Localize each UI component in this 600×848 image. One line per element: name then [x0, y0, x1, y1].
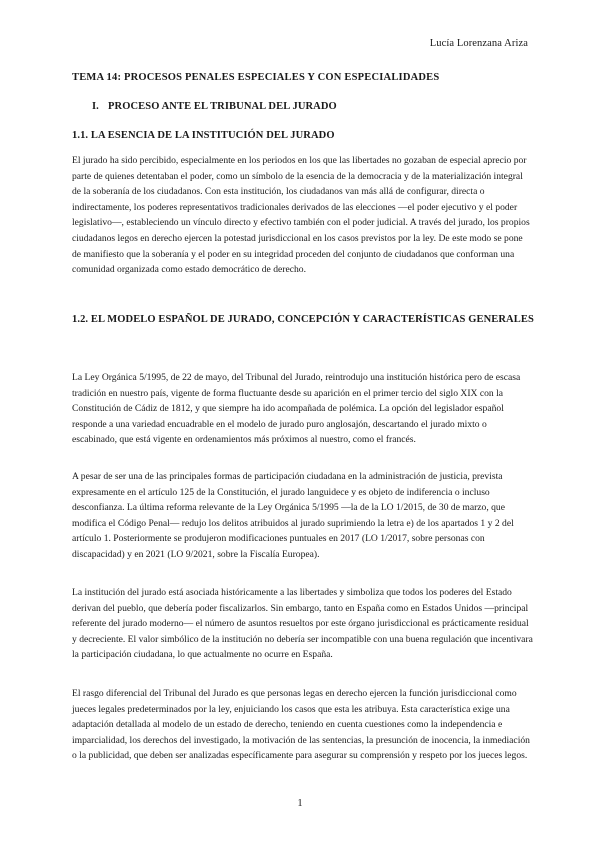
- paragraph: La Ley Orgánica 5/1995, de 22 de mayo, del Tribunal del Jurado, reintrodujo una institución histórica pero de escasa tradición en nuestro país, vigente de forma fluctuante desde su aparición en el primer tercio del siglo XIX con la Constitución de Cádiz de 1812, y que siempre ha ido acompañada de polémica. La opción del legislador español responde a una variedad encuadrable en el modelo de jurado puro anglosajón, descartando el jurado mixto o escabinado, que está vigente en ordenamientos más próximos al nuestro, como el francés.: [72, 372, 521, 446]
- paragraph: El rasgo diferencial del Tribunal del Jurado es que personas legas en derecho ejercen la función jurisdiccional como jueces legales predeterminados por la ley, enjuiciando los casos que esta les atribuya. Esta característica exige una adaptación detallada al modelo de un estado de derecho, teniendo en cuenta cuestiones como la independencia e imparcialidad, los derechos del investigado, la motivación de las sentencias, la presunción de inocencia, la inmediación o la publicidad, que deben ser analizadas específicamente para asegurar su comprensión y respeto por los jueces legos.: [72, 688, 530, 762]
- paragraph: El jurado ha sido percibido, especialmente en los periodos en los que las libertades no gozaban de especial aprecio por parte de quienes detentaban el poder, como un símbolo de la esencia de la democracia y de la materialización integral de la soberanía de los ciudadanos. Con esta institución, los ciudadanos van más allá de configurar, directa o indirectamente, los poderes representativos tradicionales derivados de las elecciones —el poder ejecutivo y el poder legislativo—, estableciendo un vínculo directo y efectivo también con el poder judicial. A través del jurado, los propios ciudadanos legos en derecho ejercen la potestad jurisdiccional en los casos previstos por la ley. De este modo se pone de manifiesto que la soberanía y el poder en su integridad proceden del conjunto de ciudadanos que conforman una comunidad organizada como estado democrático de derecho.: [72, 155, 530, 276]
- paragraph: La institución del jurado está asociada históricamente a las libertades y simboliza que todos los poderes del Estado derivan del pueblo, que debería poder fiscalizarlos. Sin embargo, tanto en España como en Estados Unidos —principal referente del jurado moderno— el número de asuntos resueltos por este órgano jurisdiccional es prácticamente residual y decreciente. El valor simbólico de la institución no debería ser incompatible con una buena regulación que incentivara la participación ciudadana, lo que actualmente no ocurre en España.: [72, 587, 533, 661]
- subsection-heading-1-2: 1.2. EL MODELO ESPAÑOL DE JURADO, CONCEPCIÓN Y CARACTERÍSTICAS GENERALES: [72, 314, 534, 325]
- document-title: TEMA 14: PROCESOS PENALES ESPECIALES Y CON ESPECIALIDADES: [72, 72, 440, 83]
- author-header: Lucía Lorenzana Ariza: [429, 38, 528, 49]
- section-number: I.: [92, 101, 99, 112]
- section-title: PROCESO ANTE EL TRIBUNAL DEL JURADO: [108, 101, 337, 112]
- page-number: 1: [297, 798, 303, 809]
- subsection-heading-1-1: 1.1. LA ESENCIA DE LA INSTITUCIÓN DEL JURADO: [72, 130, 335, 141]
- paragraph: A pesar de ser una de las principales formas de participación ciudadana en la administración de justicia, prevista expresamente en el artículo 125 de la Constitución, el jurado languidece y es objeto de indiferencia o incluso desconfianza. La última reforma relevante de la Ley Orgánica 5/1995 —la de la LO 1/2015, de 30 de marzo, que modifica el Código Penal— redujo los delitos atribuidos al jurado suprimiendo la letra e) de los apartados 1 y 2 del artículo 1. Posteriormente se produjeron modificaciones puntuales en 2017 (LO 1/2017, sobre personas con discapacidad) y en 2021 (LO 9/2021, sobre la Fiscalía Europea).: [72, 471, 514, 560]
- section-heading: [92, 101, 337, 112]
